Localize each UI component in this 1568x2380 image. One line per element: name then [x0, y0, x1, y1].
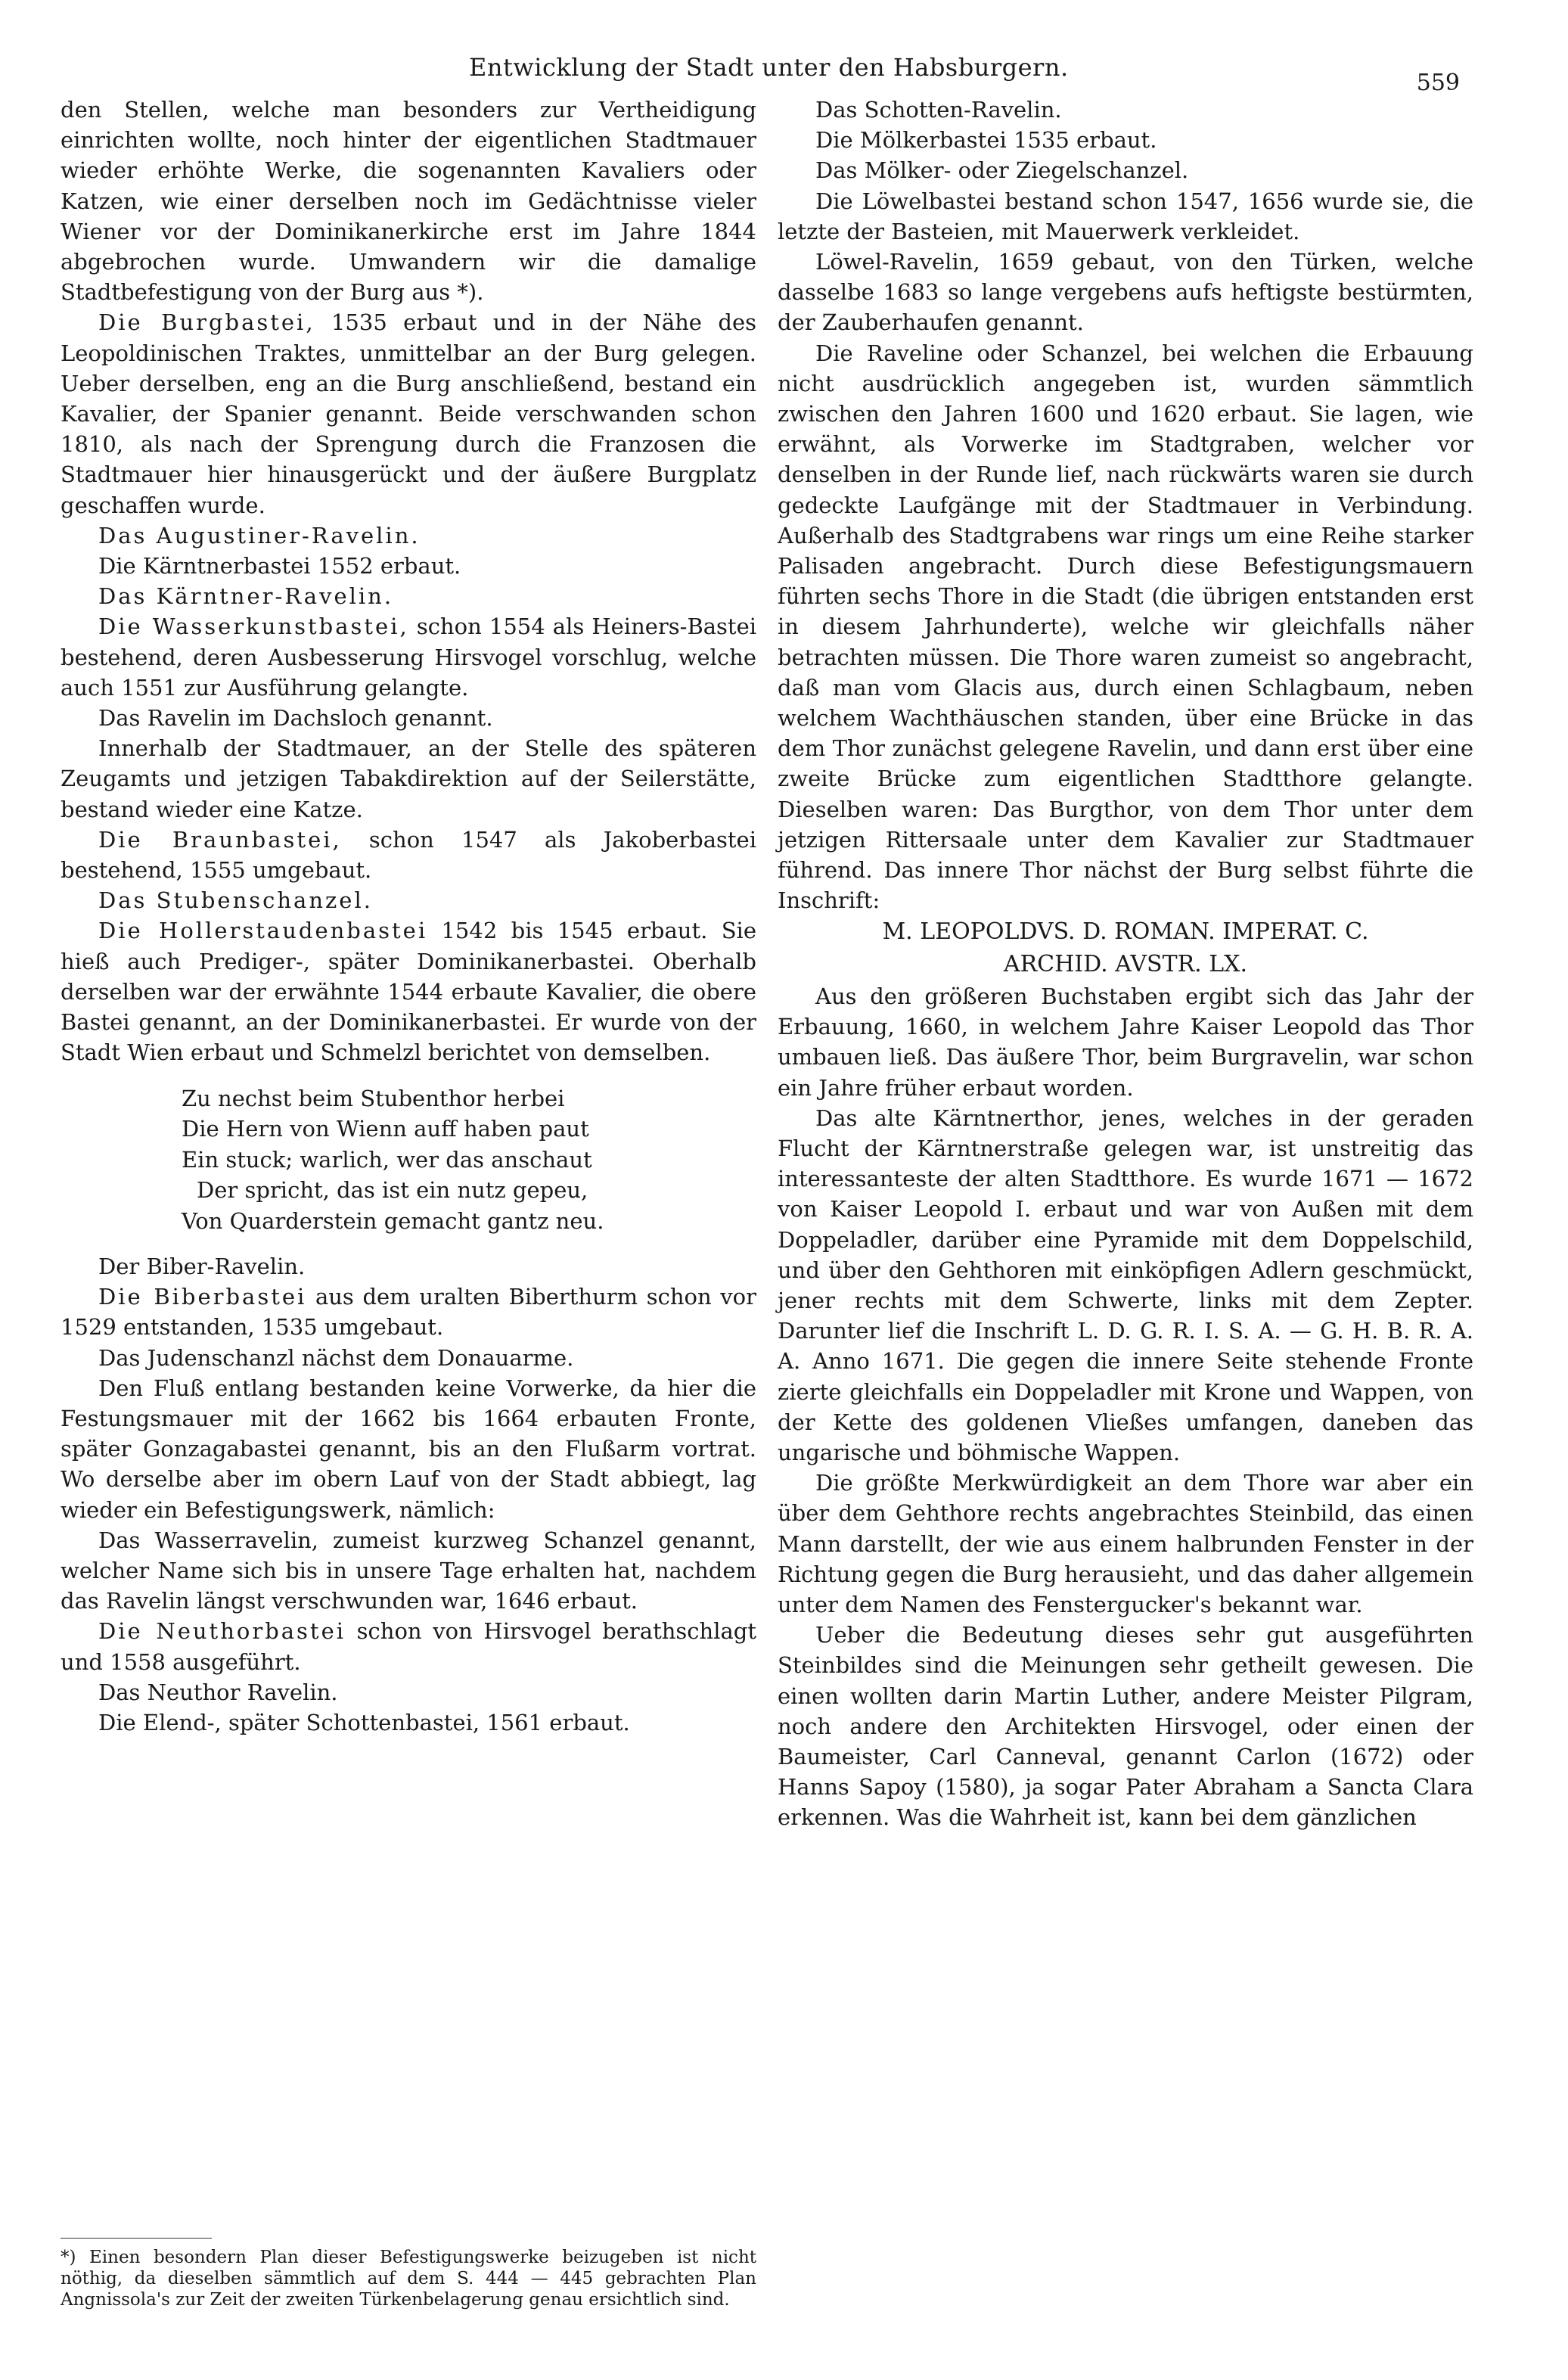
paragraph: Das Augustiner-Ravelin. [98, 522, 421, 548]
paragraph: Innerhalb der Stadtmauer, an der Stelle des späteren Zeugamts und jetzigen Tabakdirektion auf der Seilerstätte, bestand wieder eine Katze. [61, 735, 756, 822]
poem-line: Zu nechst beim Stubenthor herbei [182, 1085, 565, 1111]
paragraph [61, 1282, 756, 1342]
paragraph: Aus den größeren Buchstaben ergibt sich das Jahr der Erbauung, 1660, in welchem Jahre Kaiser Leopold das Thor umbauen ließ. Das äußere Thor, beim Burgravelin, war schon ein Jahre früher erbaut worden. [778, 983, 1473, 1101]
paragraph: Ueber die Bedeutung dieses sehr gut ausgeführten Steinbildes sind die Meinungen sehr getheilt gewesen. Die einen wollten darin Martin Luther, andere Meister Pilgram, noch andere den Architekten Hirsvogel, oder einen der Baumeister, Carl Canneval, genannt Carlon (1672) oder Hanns Sapoy (1580), ja sogar Pater Abraham a Sancta Clara erkennen. Was die Wahrheit ist, kann bei dem gänzlichen [778, 1622, 1473, 1831]
bastion-name: Die Hollerstaudenbastei [98, 918, 428, 944]
paragraph-text: 1542 bis 1545 erbaut. Sie hieß auch Prediger-, später Dominikanerbastei. Oberhalb derselben war der erwähnte 1544 erbaute Kavalier, die obere Bastei genannt, an der Dominikanerbastei. Er wurde von der Stadt Wien erbaut und Schmelzl berichtet von demselben. [61, 918, 756, 1066]
bastion-name: Die Neuthorbastei [98, 1618, 346, 1645]
paragraph: den Stellen, welche man besonders zur Vertheidigung einrichten wollte, noch hinter der eigentlichen Stadtmauer wieder erhöhte Werke, die sogenannten Kavaliers oder Katzen, wie einer derselben noch im Gedächtnisse vieler Wiener vor der Dominikanerkirche erst im Jahre 1844 abgebrochen wurde. Umwandern wir die damalige Stadtbefestigung von der Burg aus *). [61, 97, 756, 306]
left-column [61, 95, 756, 1738]
paragraph: Das Neuthor Ravelin. [98, 1679, 338, 1705]
bastion-name: Die Wasserkunstbastei, [98, 614, 409, 640]
paragraph [61, 915, 756, 1067]
footnote-rule [61, 2238, 212, 2239]
paragraph: Die Elend-, später Schottenbastei, 1561 erbaut. [98, 1710, 630, 1736]
paragraph: Die Mölkerbastei 1535 erbaut. [815, 127, 1157, 154]
paragraph: Die Kärntnerbastei 1552 erbaut. [98, 553, 461, 579]
inscription-line: M. LEOPOLDVS. D. ROMAN. IMPERAT. C. [882, 918, 1369, 946]
running-head [76, 47, 1460, 96]
paragraph: Das Ravelin im Dachsloch genannt. [98, 705, 493, 732]
paragraph: Die Raveline oder Schanzel, bei welchen die Erbauung nicht ausdrücklich angegeben ist, wurden sämmtlich zwischen den Jahren 1600 und 1620 erbaut. Sie lagen, wie erwähnt, als Vorwerke im Stadtgraben, welcher vor denselben in der Runde lief, nach rückwärts waren sie durch gedeckte Laufgänge mit der Stadtmauer in Verbindung. Außerhalb des Stadtgrabens war rings um eine Reihe starker Palisaden angebracht. Durch diese Befestigungsmauern führten sechs Thore in die Stadt (die übrigen entstanden erst in diesem Jahrhunderte), welche wir gleichfalls näher betrachten müssen. Die Thore waren zumeist so angebracht, daß man vom Glacis aus, durch einen Schlagbaum, neben welchem Wachthäuschen standen, über eine Brücke in das dem Thor zunächst gelegene Ravelin, und dann erst über eine zweite Brücke zum eigentlichen Stadtthore gelangte. Dieselben waren: Das Burgthor, von dem Thor unter dem jetzigen Rittersaale unter dem Kavalier zur Stadtmauer führend. Das innere Thor nächst der Burg selbst führte die Inschrift: [778, 340, 1473, 914]
paragraph-text: schon 1554 als Heiners-Bastei bestehend, deren Ausbesserung Hirsvogel vorschlug, welche auch 1551 zur Ausführung gelangte. [61, 614, 757, 701]
poem-line: Die Hern von Wienn auff haben paut [182, 1116, 589, 1142]
paragraph [61, 825, 756, 885]
paragraph: Das Mölker- oder Ziegelschanzel. [815, 157, 1189, 184]
poem-line: Ein stuck; warlich, wer das anschaut [182, 1146, 592, 1173]
paragraph [61, 1616, 756, 1676]
running-title: Entwicklung der Stadt unter den Habsburgern. [469, 53, 1069, 82]
paragraph: Den Fluß entlang bestanden keine Vorwerke, da hier die Festungsmauer mit der 1662 bis 1664 erbauten Fronte, später Gonzagabastei genannt, bis an den Flußarm vortrat. Wo derselbe aber im obern Lauf von der Stadt abbiegt, lag wieder ein Befestigungswerk, nämlich: [61, 1375, 756, 1523]
poem [182, 1083, 756, 1237]
footnote: *) Einen besondern Plan dieser Befestigungswerke beizugeben ist nicht nöthig, da dieselben sämmtlich auf dem S. 444 — 445 gebrachten Plan Angnissola's zur Zeit der zweiten Türkenbelagerung genau ersichtlich sind. [61, 2248, 756, 2310]
paragraph: Löwel-Ravelin, 1659 gebaut, von den Türken, welche dasselbe 1683 so lange vergebens aufs heftigste bestürmten, der Zauberhaufen genannt. [778, 249, 1473, 336]
paragraph: Das Wasserravelin, zumeist kurzweg Schanzel genannt, welcher Name sich bis in unsere Tage erhalten hat, nachdem das Ravelin längst verschwunden war, 1646 erbaut. [61, 1527, 756, 1614]
paragraph: Die Löwelbastei bestand schon 1547, 1656 wurde sie, die letzte der Basteien, mit Mauerwerk verkleidet. [778, 188, 1473, 244]
poem-line: Von Quarderstein gemacht gantz neu. [182, 1207, 604, 1234]
paragraph: Das Judenschanzl nächst dem Donauarme. [98, 1344, 574, 1371]
paragraph-text: schon 1547 als Jakoberbastei bestehend, 1555 umgebaut. [61, 826, 756, 884]
poem-line: Der spricht, das ist ein nutz gepeu, [197, 1177, 588, 1203]
paragraph-text: aus dem uralten Biberthurm schon vor 1529 entstanden, 1535 umgebaut. [61, 1284, 756, 1341]
paragraph: Das Stubenschanzel. [98, 887, 373, 914]
paragraph-text: schon von Hirsvogel berathschlagt und 1558 ausgeführt. [61, 1618, 756, 1675]
bastion-name: Die Biberbastei [98, 1284, 307, 1310]
page-number: 559 [1416, 70, 1460, 96]
paragraph: Das alte Kärntnerthor, jenes, welches in der geraden Flucht der Kärntnerstraße gelegen war, ist unstreitig das interessanteste der alten Stadtthore. Es wurde 1671 — 1672 von Kaiser Leopold I. erbaut und war von Außen mit dem Doppeladler, darüber eine Pyramide mit dem Doppelschild, und über den Gehthoren mit einköpfigen Adlern geschmückt, jener rechts mit dem Schwerte, links mit dem Zepter. Darunter lief die Inschrift L. D. G. R. I. S. A. — G. H. B. R. A. A. Anno 1671. Die gegen die innere Seite stehende Fronte zierte gleichfalls ein Doppeladler mit Krone und Wappen, von der Kette des goldenen Vließes umfangen, daneben das ungarische und böhmische Wappen. [778, 1105, 1473, 1465]
paragraph: Die größte Merkwürdigkeit an dem Thore war aber ein über dem Gehthore rechts angebrachtes Steinbild, das einen Mann darstellt, der wie aus einem halbrunden Fenster in der Richtung gegen die Burg herausieht, und das daher allgemein unter dem Namen des Fenstergucker's bekannt war. [778, 1470, 1473, 1617]
paragraph: Der Biber-Ravelin. [98, 1254, 306, 1279]
right-column [778, 95, 1473, 1833]
inscription-line: ARCHID. AVSTR. LX. [1003, 950, 1248, 977]
paragraph: Das Schotten-Ravelin. [815, 97, 1062, 123]
paragraph [61, 611, 756, 703]
bastion-name: Die Braunbastei, [98, 826, 342, 853]
paragraph [61, 307, 756, 520]
paragraph: Das Kärntner-Ravelin. [98, 583, 394, 610]
paragraph-text: 1535 erbaut und in der Nähe des Leopoldinischen Traktes, unmittelbar an der Burg gelegen. Ueber derselben, eng an die Burg anschließend, bestand ein Kavalier, der Spanier genannt. Beide verschwanden schon 1810, als nach der Sprengung durch die Franzosen die Stadtmauer hier hinausgerückt und der äußere Burgplatz geschaffen wurde. [61, 309, 756, 518]
bastion-name: Die Burgbastei, [98, 309, 315, 336]
